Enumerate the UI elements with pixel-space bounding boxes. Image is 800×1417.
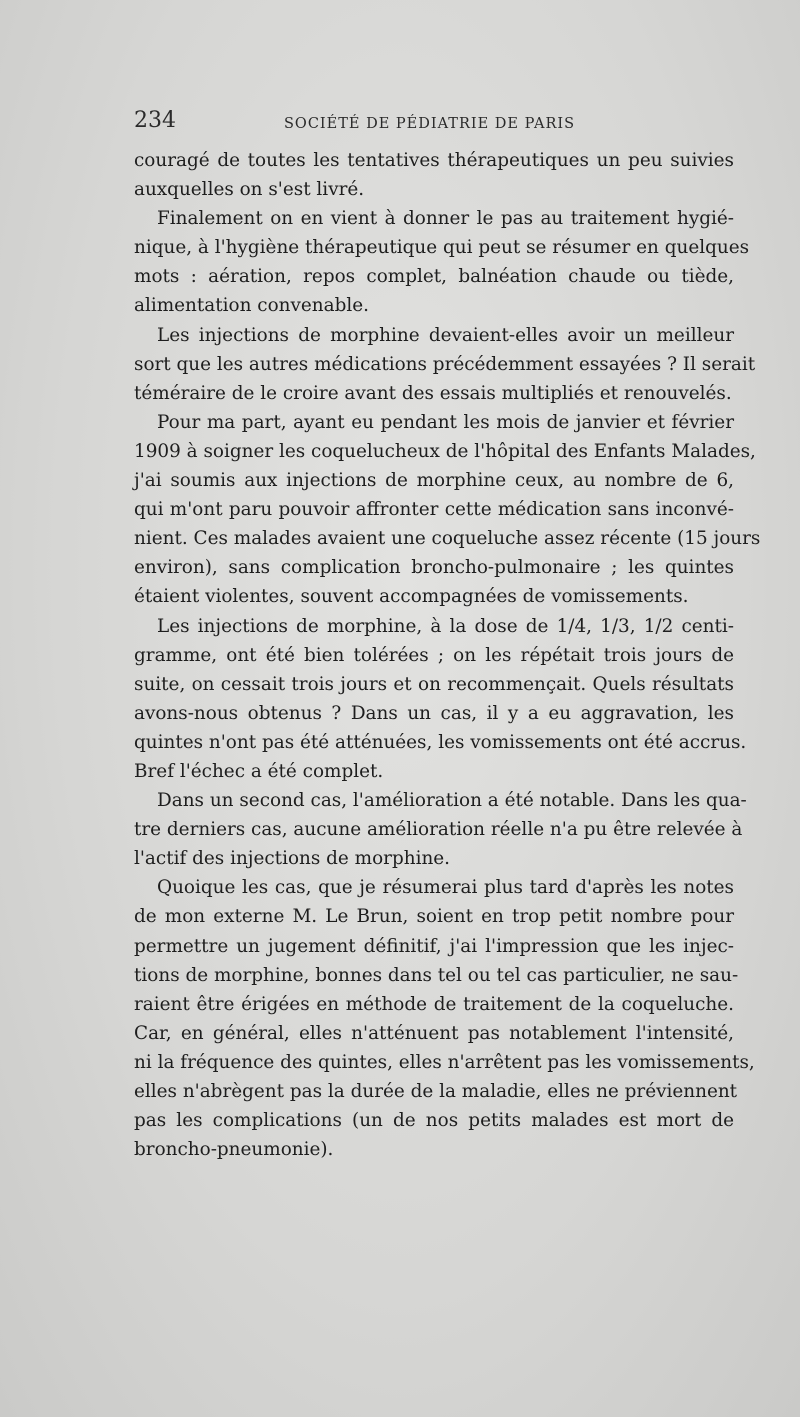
text-line: suite, on cessait trois jours et on recommençait. Quels résultats <box>134 673 734 695</box>
text-line: pas les complications (un de nos petits malades est mort de <box>134 1110 734 1132</box>
text-line: qui m'ont paru pouvoir affronter cette médication sans inconvé- <box>134 499 734 521</box>
running-head <box>134 108 734 138</box>
text-line: tions de morphine, bonnes dans tel ou tel cas particulier, ne sau- <box>134 964 739 986</box>
text-line: raient être érigées en méthode de traitement de la coqueluche. <box>134 993 734 1015</box>
text-line: elles n'abrègent pas la durée de la maladie, elles ne préviennent <box>134 1081 738 1102</box>
text-line: l'actif des injections de morphine. <box>134 848 451 870</box>
text-line: mots : aération, repos complet, balnéation chaude ou tiède, <box>134 266 734 288</box>
text-line: ni la fréquence des quintes, elles n'arrêtent pas les vomissements, <box>134 1051 755 1073</box>
text-line: broncho-pneumonie). <box>134 1139 334 1161</box>
body-text <box>134 146 761 1164</box>
text-line: Quoique les cas, que je résumerai plus tard d'après les notes <box>157 877 734 899</box>
text-line: environ), sans complication broncho-pulmonaire ; les quintes <box>134 557 734 579</box>
text-line: de mon externe M. Le Brun, soient en trop petit nombre pour <box>134 906 734 928</box>
text-line: nient. Ces malades avaient une coqueluche assez récente (15 jours <box>134 528 761 550</box>
text-line: nique, à l'hygiène thérapeutique qui peut se résumer en quelques <box>134 237 750 259</box>
text-line: Car, en général, elles n'atténuent pas notablement l'intensité, <box>134 1022 734 1044</box>
text-line: Les injections de morphine devaient-elles avoir un meilleur <box>157 324 734 346</box>
text-line: gramme, ont été bien tolérées ; on les répétait trois jours de <box>134 644 734 666</box>
text-line: 1909 à soigner les coquelucheux de l'hôpital des Enfants Malades, <box>134 440 756 462</box>
text-line: téméraire de le croire avant des essais multipliés et renouvelés. <box>134 382 732 404</box>
text-line: j'ai soumis aux injections de morphine ceux, au nombre de 6, <box>134 470 734 492</box>
page-number: 234 <box>134 108 176 133</box>
text-line: étaient violentes, souvent accompagnées de vomissements. <box>134 586 689 608</box>
text-line: Pour ma part, ayant eu pendant les mois de janvier et février <box>157 411 734 433</box>
text-line: Bref l'échec a été complet. <box>134 760 384 782</box>
text-line: couragé de toutes les tentatives thérapeutiques un peu suivies <box>134 150 734 171</box>
text-line: tre derniers cas, aucune amélioration réelle n'a pu être relevée à <box>134 819 743 841</box>
text-line: sort que les autres médications précédemment essayées ? Il serait <box>134 353 756 375</box>
text-line: permettre un jugement définitif, j'ai l'impression que les injec- <box>134 935 734 957</box>
text-line: alimentation convenable. <box>134 295 369 317</box>
text-line: Finalement on en vient à donner le pas au traitement hygié- <box>157 208 734 230</box>
text-line: avons-nous obtenus ? Dans un cas, il y a eu aggravation, les <box>134 702 734 724</box>
text-line: Les injections de morphine, à la dose de 1/4, 1/3, 1/2 centi- <box>157 615 734 637</box>
text-line: Dans un second cas, l'amélioration a été notable. Dans les qua- <box>157 790 747 812</box>
text-line: quintes n'ont pas été atténuées, les vomissements ont été accrus. <box>134 731 747 753</box>
running-title: SOCIÉTÉ DE PÉDIATRIE DE PARIS <box>284 116 576 132</box>
text-line: auxquelles on s'est livré. <box>134 179 365 201</box>
